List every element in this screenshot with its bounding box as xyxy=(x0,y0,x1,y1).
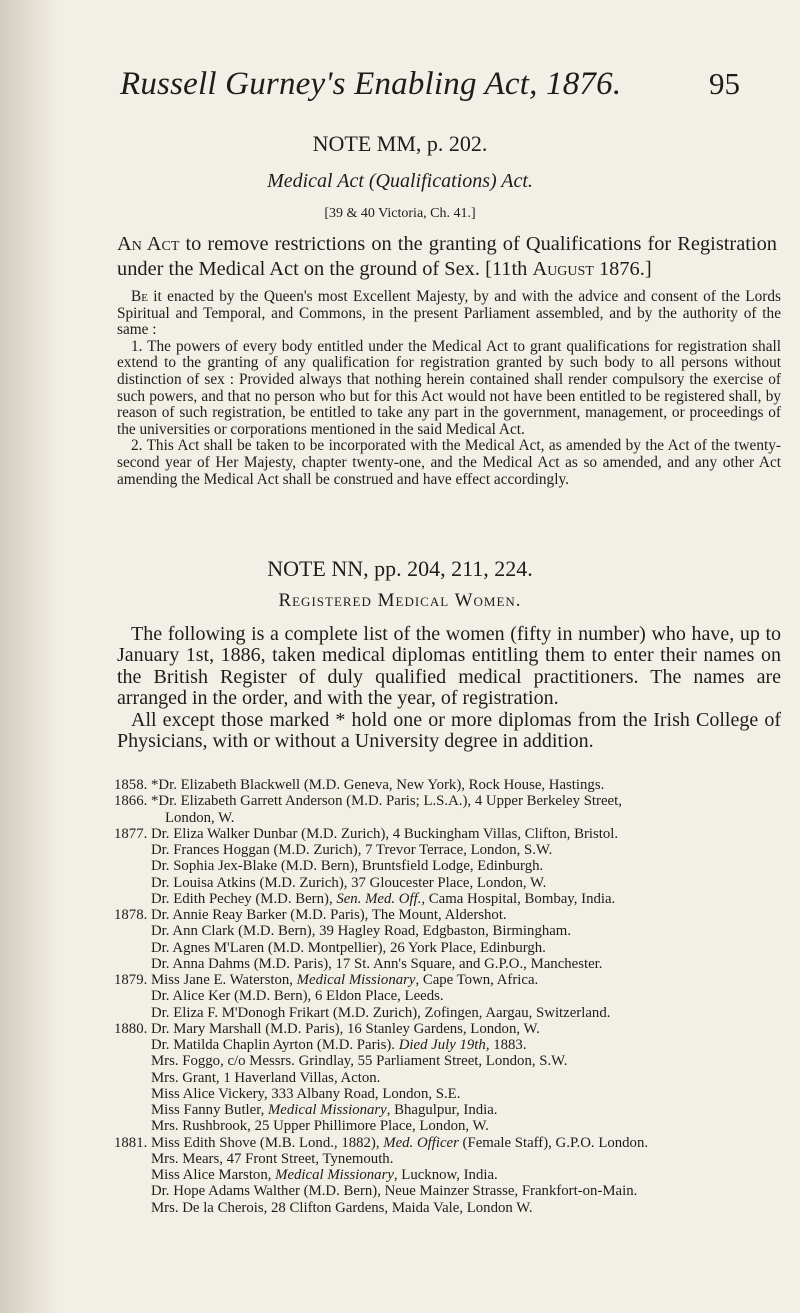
act-title: Medical Act (Qualifications) Act. xyxy=(267,170,533,192)
registration-year: 1858. xyxy=(114,777,148,793)
list-item xyxy=(114,1183,794,1199)
entry-main: Dr. Alice Ker (M.D. Bern), 6 Eldon Place, Leeds. xyxy=(151,988,444,1005)
entry-italic: Med. Officer xyxy=(383,1134,459,1151)
entry-text xyxy=(151,1005,794,1021)
registration-year: 1878. xyxy=(114,907,148,923)
entry-rest: , Cape Town, Africa. xyxy=(415,972,539,988)
list-item xyxy=(114,940,794,956)
entry-italic: Died July 19th xyxy=(398,1037,486,1053)
entry-rest: , Bhagulpur, India. xyxy=(386,1102,498,1118)
registration-year xyxy=(114,1070,151,1086)
entry-text xyxy=(151,858,794,874)
intro-text xyxy=(117,624,781,752)
entry-main: Dr. Ann Clark (M.D. Bern), 39 Hagley Road, Edgbaston, Birmingham. xyxy=(151,923,572,940)
entry-text xyxy=(151,1086,794,1102)
list-item xyxy=(114,1021,794,1037)
entry-main: Mrs. De la Cherois, 28 Clifton Gardens, Maida Vale, London W. xyxy=(151,1199,533,1216)
list-item xyxy=(114,858,794,874)
entry-text xyxy=(151,1151,794,1167)
note-nn-heading: NOTE NN, pp. 204, 211, 224. xyxy=(267,556,533,581)
entry-rest: , 1883. xyxy=(485,1037,527,1053)
registration-year: 1880. xyxy=(114,1020,148,1037)
registration-year xyxy=(114,891,151,907)
entry-text xyxy=(151,923,794,939)
registered-women-list xyxy=(114,777,794,1216)
running-head xyxy=(118,66,750,103)
list-item xyxy=(114,1053,794,1069)
list-item xyxy=(114,923,794,939)
list-item xyxy=(114,875,794,891)
entry-main: Dr. Annie Reay Barker (M.D. Paris), The Mount, Aldershot. xyxy=(151,907,507,923)
entry-main: *Dr. Elizabeth Garrett Anderson (M.D. Paris; L.S.A.), 4 Upper Berkeley Street, xyxy=(151,793,622,810)
list-item xyxy=(114,1200,794,1216)
registration-year xyxy=(114,1037,151,1053)
entry-main: Dr. Frances Hoggan (M.D. Zurich), 7 Trevor Terrace, London, S.W. xyxy=(151,842,553,858)
registration-year xyxy=(114,1102,151,1118)
list-item xyxy=(114,891,794,907)
entry-main: Mrs. Mears, 47 Front Street, Tynemouth. xyxy=(151,1150,394,1167)
entry-italic: Medical Missionary xyxy=(296,972,416,988)
list-item xyxy=(114,907,794,923)
entry-text xyxy=(151,875,794,891)
entry-main: Dr. Sophia Jex-Blake (M.D. Bern), Bruntsfield Lodge, Edinburgh. xyxy=(151,858,544,875)
act-long-title xyxy=(117,232,777,282)
act-section-1: 1. The powers of every body entitled under the Medical Act to grant qualifications for registration shall extend to the granting of any qualification for registration granted by such body to all persons without distinction of sex : Provided always that nothing herein contained shall render compulsory the exercise of such powers, and that no person who but for this Act would not have been entitled to be registered shall, by reason of such registration, be entitled to take any part in the government, management, or proceedings of the universities or corporations mentioned in the said Medical Act. xyxy=(117,337,781,438)
act-long-title-date: August 1876.] xyxy=(532,258,652,280)
entry-main: Miss Edith Shove (M.B. Lond., 1882), xyxy=(151,1134,384,1151)
registration-year xyxy=(114,956,151,972)
entry-italic: Medical Missionary xyxy=(275,1167,394,1183)
list-item xyxy=(114,1086,794,1102)
entry-main: Dr. Louisa Atkins (M.D. Zurich), 37 Gloucester Place, London, W. xyxy=(151,874,547,891)
list-item xyxy=(114,956,794,972)
enacting-clause xyxy=(117,289,781,339)
entry-text xyxy=(151,1135,794,1151)
registration-year: 1866. xyxy=(114,793,148,810)
entry-text xyxy=(151,1021,794,1037)
entry-text xyxy=(151,1102,794,1118)
list-item xyxy=(114,988,794,1004)
page-gutter-shadow xyxy=(0,0,60,1313)
list-item xyxy=(114,1151,794,1167)
list-item xyxy=(114,1135,794,1151)
entry-main: Dr. Hope Adams Walther (M.D. Bern), Neue Mainzer Strasse, Frankfort-on-Main. xyxy=(151,1183,638,1200)
list-item xyxy=(114,1070,794,1086)
registration-year: 1877. xyxy=(114,825,148,842)
entry-main: Dr. Matilda Chaplin Ayrton (M.D. Paris). xyxy=(151,1037,399,1053)
entry-continuation: London, W. xyxy=(165,809,235,826)
list-item xyxy=(114,1102,794,1118)
act-long-title-lead: An Act xyxy=(117,233,180,255)
list-item xyxy=(114,1037,794,1053)
entry-text xyxy=(151,988,794,1004)
list-item xyxy=(114,777,794,793)
registration-year xyxy=(114,923,151,939)
registration-year xyxy=(114,1053,151,1069)
entry-main: Dr. Eliza Walker Dunbar (M.D. Zurich), 4 Buckingham Villas, Clifton, Bristol. xyxy=(151,825,619,842)
entry-main: Miss Fanny Butler, xyxy=(151,1102,268,1118)
entry-main: Mrs. Grant, 1 Haverland Villas, Acton. xyxy=(151,1069,381,1086)
entry-text xyxy=(151,940,794,956)
registration-year xyxy=(114,940,151,956)
entry-text xyxy=(151,777,794,793)
note-mm-heading: NOTE MM, p. 202. xyxy=(312,131,488,156)
entry-main: Miss Jane E. Waterston, xyxy=(151,972,297,988)
act-body xyxy=(117,289,781,488)
running-title: Russell Gurney's Enabling Act, 1876. xyxy=(120,66,622,102)
section-subheading: Registered Medical Women. xyxy=(278,590,522,611)
list-item xyxy=(114,1005,794,1021)
list-item xyxy=(114,1118,794,1134)
entry-text xyxy=(151,1200,794,1216)
entry-main: Dr. Edith Pechey (M.D. Bern), xyxy=(151,890,337,907)
entry-text xyxy=(151,1053,794,1069)
registration-year xyxy=(114,1086,151,1102)
act-long-title-text: to remove restrictions on the granting of Qualifications for Registration under the Medical Act on the ground of Sex. [11th xyxy=(117,233,777,280)
list-item xyxy=(114,1167,794,1183)
registration-year xyxy=(114,1005,151,1021)
entry-main: Mrs. Foggo, c/o Messrs. Grindlay, 55 Parliament Street, London, S.W. xyxy=(151,1053,568,1070)
entry-main: *Dr. Elizabeth Blackwell (M.D. Geneva, New York), Rock House, Hastings. xyxy=(151,777,605,793)
entry-main: Mrs. Rushbrook, 25 Upper Phillimore Place, London, W. xyxy=(151,1118,489,1135)
entry-text xyxy=(151,842,794,858)
entry-text xyxy=(151,1183,794,1199)
entry-rest: (Female Staff), G.P.O. London. xyxy=(458,1134,649,1151)
entry-main: Dr. Anna Dahms (M.D. Paris), 17 St. Ann's Square, and G.P.O., Manchester. xyxy=(151,955,603,972)
registration-year xyxy=(114,1167,151,1183)
entry-text xyxy=(151,956,794,972)
intro-paragraph-2: All except those marked * hold one or more diplomas from the Irish College of Physicians, with or without a University degree in addition. xyxy=(117,708,781,753)
entry-main: Miss Alice Marston, xyxy=(151,1167,276,1183)
list-item xyxy=(114,826,794,842)
registration-year xyxy=(114,1151,151,1167)
entry-text xyxy=(151,1118,794,1134)
enacting-lead: Be xyxy=(131,288,148,305)
entry-main: Dr. Eliza F. M'Donogh Frikart (M.D. Zurich), Zofingen, Aargau, Switzerland. xyxy=(151,1004,611,1021)
entry-main: Dr. Mary Marshall (M.D. Paris), 16 Stanley Gardens, London, W. xyxy=(151,1020,540,1037)
act-section-2: 2. This Act shall be taken to be incorporated with the Medical Act, as amended by the Act of the twenty-second year of Her Majesty, chapter twenty-one, and the Medical Act as so amended, and any other Act amending the Medical Act shall be construed and have effect accordingly. xyxy=(117,437,781,488)
registration-year xyxy=(114,875,151,891)
entry-rest: , Cama Hospital, Bombay, India. xyxy=(421,890,616,907)
registration-year xyxy=(114,1200,151,1216)
entry-text xyxy=(151,1037,794,1053)
entry-text xyxy=(151,891,794,907)
entry-text xyxy=(151,1070,794,1086)
registration-year: 1881. xyxy=(114,1134,148,1151)
entry-main: Dr. Agnes M'Laren (M.D. Montpellier), 26 York Place, Edinburgh. xyxy=(151,939,546,956)
entry-text xyxy=(151,907,794,923)
registration-year xyxy=(114,842,151,858)
registration-year xyxy=(114,858,151,874)
entry-text xyxy=(151,1167,794,1183)
list-item xyxy=(114,972,794,988)
act-reference: [39 & 40 Victoria, Ch. 41.] xyxy=(324,206,476,221)
entry-text xyxy=(151,793,794,826)
entry-main: Miss Alice Vickery, 333 Albany Road, London, S.E. xyxy=(151,1085,461,1102)
list-item xyxy=(114,793,794,826)
entry-italic: Sen. Med. Off. xyxy=(336,890,422,907)
list-item xyxy=(114,842,794,858)
entry-text xyxy=(151,972,794,988)
registration-year xyxy=(114,988,151,1004)
entry-rest: , Lucknow, India. xyxy=(393,1167,498,1183)
page-number: 95 xyxy=(709,66,740,101)
intro-paragraph-1: The following is a complete list of the women (fifty in number) who have, up to January 1st, 1886, taken medical diplomas entitling them to enter their names on the British Register of duly qualified medical practitioners. The names are arranged in the order, and with the year, of registration. xyxy=(117,623,781,710)
registration-year xyxy=(114,1118,151,1134)
enacting-text: it enacted by the Queen's most Excellent Majesty, by and with the advice and consent of the Lords Spiritual and Temporal, and Commons, in the present Parliament assembled, and by the authority of the same : xyxy=(117,288,781,339)
entry-italic: Medical Missionary xyxy=(267,1102,387,1118)
registration-year: 1879. xyxy=(114,972,148,988)
entry-text xyxy=(151,826,794,842)
registration-year xyxy=(114,1183,151,1199)
